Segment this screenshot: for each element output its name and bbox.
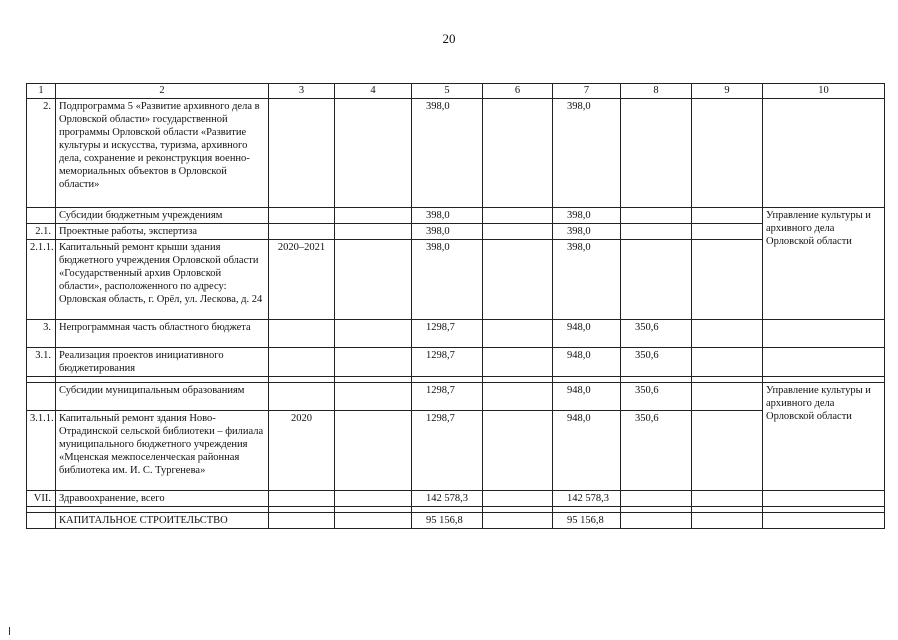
- scan-margin-mark: [9, 627, 10, 635]
- table-row: [27, 208, 885, 224]
- header-cell: 8: [621, 84, 692, 99]
- row-period: 2020: [269, 411, 335, 491]
- row-col7: 948,0: [553, 383, 621, 411]
- row-col9: [692, 208, 763, 224]
- row-col4: [335, 99, 412, 208]
- table-row: [27, 224, 885, 240]
- row-index: 2.: [27, 99, 56, 208]
- row-index: VII.: [27, 491, 56, 507]
- page-number: 20: [442, 31, 456, 46]
- row-description: Подпрограмма 5 «Развитие архивного дела в Орловской области» государственной программы Орловской области «Развитие культуры и искусства, туризма, архивного дела, сохранение и реконструкция военно-мемориальных объектов в Орловской области»: [56, 99, 269, 208]
- header-cell: 6: [483, 84, 553, 99]
- row-total: 398,0: [412, 99, 483, 208]
- header-cell: 3: [269, 84, 335, 99]
- row-col9: [692, 411, 763, 491]
- header-cell: 4: [335, 84, 412, 99]
- row-col6: [483, 491, 553, 507]
- row-col8: [621, 491, 692, 507]
- row-index: [27, 513, 56, 529]
- row-col9: [692, 320, 763, 348]
- row-col7: 142 578,3: [553, 491, 621, 507]
- row-description: Здравоохранение, всего: [56, 491, 269, 507]
- row-period: [269, 224, 335, 240]
- row-col9: [692, 513, 763, 529]
- row-col8: [621, 513, 692, 529]
- row-total: 1298,7: [412, 348, 483, 377]
- row-description: Субсидии бюджетным учреждениям: [56, 208, 269, 224]
- row-col6: [483, 513, 553, 529]
- row-col7: 948,0: [553, 320, 621, 348]
- row-col10: [763, 491, 885, 507]
- row-index: [27, 383, 56, 411]
- row-description: КАПИТАЛЬНОЕ СТРОИТЕЛЬСТВО: [56, 513, 269, 529]
- row-col7: 398,0: [553, 208, 621, 224]
- row-total: 95 156,8: [412, 513, 483, 529]
- row-description: Проектные работы, экспертиза: [56, 224, 269, 240]
- table-row: [27, 513, 885, 529]
- row-col9: [692, 383, 763, 411]
- row-col6: [483, 383, 553, 411]
- row-description: Капитальный ремонт крыши здания бюджетного учреждения Орловской области «Государственный архив Орловской области», расположенного по адресу: Орловская область, г. Орёл, ул. Лескова, д. 24: [56, 240, 269, 320]
- row-col4: [335, 491, 412, 507]
- row-description: Субсидии муниципальным образованиям: [56, 383, 269, 411]
- header-cell: 2: [56, 84, 269, 99]
- row-col6: [483, 99, 553, 208]
- budget-table: [26, 83, 885, 529]
- table-header-row: [27, 84, 885, 99]
- header-cell: 10: [763, 84, 885, 99]
- row-col6: [483, 411, 553, 491]
- row-col8: [621, 99, 692, 208]
- row-col9: [692, 240, 763, 320]
- row-col6: [483, 240, 553, 320]
- table-row: [27, 383, 885, 411]
- responsible-agency: Управление культуры и архивного дела Орловской области: [763, 208, 885, 320]
- row-total: 142 578,3: [412, 491, 483, 507]
- row-col6: [483, 208, 553, 224]
- table-row: [27, 320, 885, 348]
- row-col6: [483, 348, 553, 377]
- row-col4: [335, 320, 412, 348]
- header-cell: 1: [27, 84, 56, 99]
- row-col7: 948,0: [553, 411, 621, 491]
- row-period: [269, 99, 335, 208]
- row-total: 1298,7: [412, 411, 483, 491]
- row-total: 398,0: [412, 208, 483, 224]
- header-cell: 7: [553, 84, 621, 99]
- table-row: [27, 240, 885, 320]
- row-col4: [335, 240, 412, 320]
- row-col7: 398,0: [553, 224, 621, 240]
- row-col8: 350,6: [621, 383, 692, 411]
- row-total: 1298,7: [412, 383, 483, 411]
- table-row: [27, 491, 885, 507]
- row-col8: 350,6: [621, 411, 692, 491]
- row-col8: [621, 240, 692, 320]
- row-index: 2.1.1.: [27, 240, 56, 320]
- row-description: Непрограммная часть областного бюджета: [56, 320, 269, 348]
- row-period: [269, 348, 335, 377]
- row-col7: 948,0: [553, 348, 621, 377]
- header-cell: 9: [692, 84, 763, 99]
- row-col10: [763, 320, 885, 348]
- row-index: 3.: [27, 320, 56, 348]
- table-row: [27, 411, 885, 491]
- row-col10: [763, 99, 885, 208]
- row-total: 398,0: [412, 224, 483, 240]
- row-total: 398,0: [412, 240, 483, 320]
- row-col4: [335, 411, 412, 491]
- row-col4: [335, 383, 412, 411]
- row-description: Реализация проектов инициативного бюджетирования: [56, 348, 269, 377]
- row-period: [269, 513, 335, 529]
- row-period: 2020–2021: [269, 240, 335, 320]
- row-period: [269, 491, 335, 507]
- row-col4: [335, 224, 412, 240]
- row-col8: [621, 224, 692, 240]
- row-col4: [335, 513, 412, 529]
- row-col8: 350,6: [621, 348, 692, 377]
- row-description: Капитальный ремонт здания Ново-Отрадинской сельской библиотеки – филиала муниципального бюджетного учреждения «Мценская межпоселенческая районная библиотека им. И. С. Тургенева»: [56, 411, 269, 491]
- row-col7: 398,0: [553, 240, 621, 320]
- row-col9: [692, 224, 763, 240]
- row-index: 3.1.: [27, 348, 56, 377]
- row-col10: [763, 513, 885, 529]
- row-col8: [621, 208, 692, 224]
- row-total: 1298,7: [412, 320, 483, 348]
- row-col9: [692, 491, 763, 507]
- row-col7: 398,0: [553, 99, 621, 208]
- row-period: [269, 208, 335, 224]
- row-col4: [335, 348, 412, 377]
- row-col10: [763, 348, 885, 377]
- row-col9: [692, 99, 763, 208]
- row-index: 3.1.1.: [27, 411, 56, 491]
- row-col6: [483, 224, 553, 240]
- row-period: [269, 383, 335, 411]
- row-index: 2.1.: [27, 224, 56, 240]
- row-col7: 95 156,8: [553, 513, 621, 529]
- header-cell: 5: [412, 84, 483, 99]
- table-row: [27, 348, 885, 377]
- row-col9: [692, 348, 763, 377]
- row-col8: 350,6: [621, 320, 692, 348]
- table-row: [27, 99, 885, 208]
- row-col4: [335, 208, 412, 224]
- row-col6: [483, 320, 553, 348]
- responsible-agency: Управление культуры и архивного дела Орловской области: [763, 383, 885, 491]
- row-index: [27, 208, 56, 224]
- row-period: [269, 320, 335, 348]
